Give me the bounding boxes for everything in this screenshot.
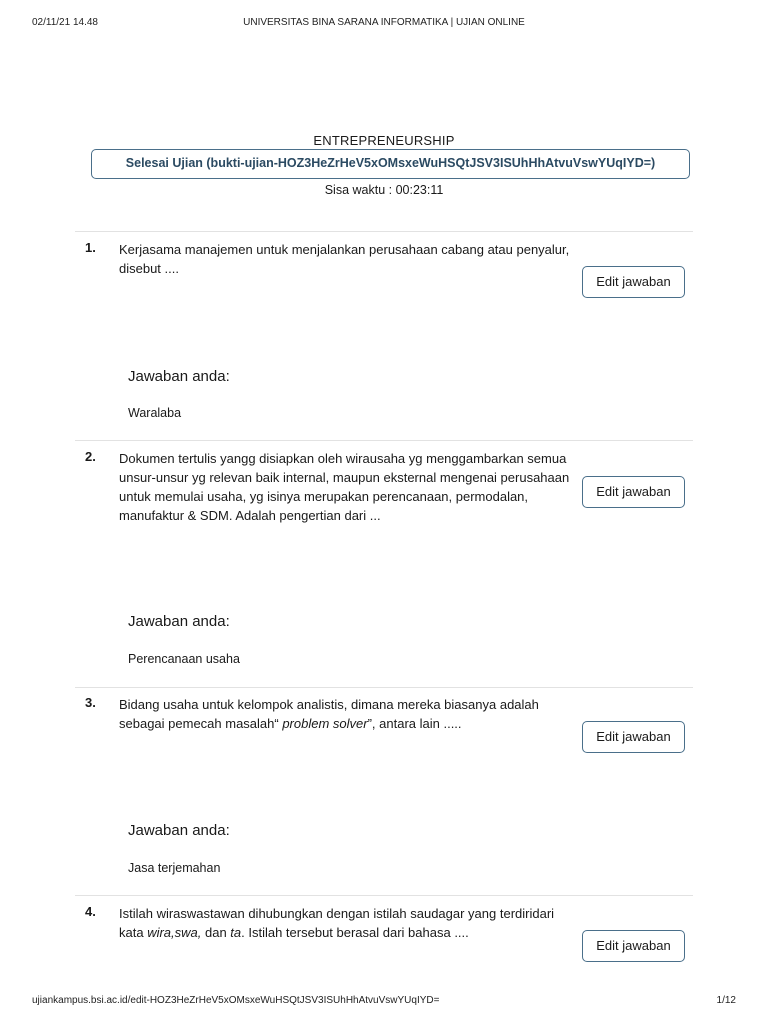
question-number: 3. — [85, 695, 96, 710]
site-title: UNIVERSITAS BINA SARANA INFORMATIKA | UJIAN ONLINE — [243, 17, 525, 28]
answer-value: Perencanaan usaha — [128, 652, 240, 666]
question-number: 4. — [85, 904, 96, 919]
question-number: 2. — [85, 449, 96, 464]
question-text: Dokumen tertulis yangg disiapkan oleh wirausaha yg menggambarkan semua unsur-unsur yg relevan baik internal, maupun eksternal mengenai perusahaan untuk memulai usaha, yg isinya merupakan perencanaan, permodalan, manufaktur & SDM. Adalah pengertian dari ... — [119, 451, 570, 523]
print-timestamp: 02/11/21 14.48 — [32, 17, 98, 28]
question-text-part: ”, antara lain ..... — [367, 716, 462, 731]
edit-answer-button[interactable]: Edit jawaban — [582, 721, 685, 753]
question-divider — [75, 440, 693, 441]
question-divider — [75, 231, 693, 232]
question-text — [119, 904, 574, 942]
question-number: 1. — [85, 240, 96, 255]
answer-label: Jawaban anda: — [128, 368, 230, 385]
edit-answer-button[interactable]: Edit jawaban — [582, 266, 685, 298]
answer-label: Jawaban anda: — [128, 822, 230, 839]
question-divider — [75, 895, 693, 896]
answer-label: Jawaban anda: — [128, 613, 230, 630]
print-header — [32, 17, 736, 31]
answer-value: Jasa terjemahan — [128, 861, 221, 875]
page-url: ujiankampus.bsi.ac.id/edit-HOZ3HeZrHeV5xOMsxeWuHSQtJSV3ISUhHhAtvuVswYUqIYD= — [32, 995, 440, 1006]
question-text-part: . Istilah tersebut berasal dari bahasa .... — [241, 925, 469, 940]
question-text-emphasis: ta — [230, 925, 242, 940]
edit-answer-button[interactable]: Edit jawaban — [582, 930, 685, 962]
question-text-part: Istilah wiraswastawan dihubungkan dengan istilah saudagar yang terdiridari kata — [119, 906, 555, 940]
question-divider — [75, 687, 693, 688]
question-text-emphasis: problem solver — [282, 716, 368, 731]
finish-exam-button[interactable]: Selesai Ujian (bukti-ujian-HOZ3HeZrHeV5xOMsxeWuHSQtJSV3ISUhHhAtvuVswYUqIYD=) — [91, 149, 690, 179]
edit-answer-button[interactable]: Edit jawaban — [582, 476, 685, 508]
page-number: 1/12 — [716, 995, 736, 1006]
question-text-part: Bidang usaha untuk kelompok analistis, dimana mereka biasanya adalah sebagai pemecah masalah“ — [119, 697, 539, 731]
remaining-time: Sisa waktu : 00:23:11 — [324, 183, 444, 197]
question-text — [119, 695, 574, 733]
question-text-part: dan — [201, 925, 231, 940]
print-footer — [32, 995, 736, 1009]
question-text-emphasis: wira,swa, — [147, 925, 202, 940]
answer-value: Waralaba — [128, 406, 182, 420]
exam-title: ENTREPRENEURSHIP — [313, 133, 455, 148]
question-text: Kerjasama manajemen untuk menjalankan perusahaan cabang atau penyalur, disebut .... — [119, 242, 570, 276]
